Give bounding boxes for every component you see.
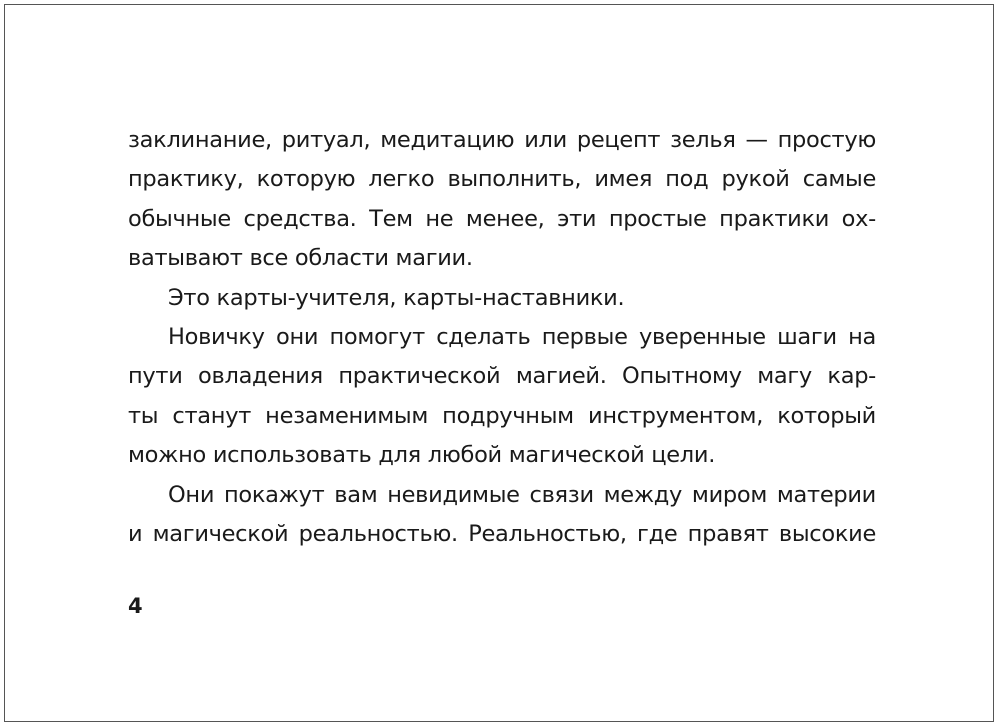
text-line: ты станут незаменимым подручным инструментом, который	[128, 402, 876, 429]
text-line: и магической реальностью. Реальностью, где правят высокие	[128, 520, 876, 547]
paragraph-first-line: Новичку они помогут сделать первые уверенные шаги на	[168, 323, 876, 350]
text-line: практику, которую легко выполнить, имея под рукой самые	[128, 166, 876, 193]
paragraph-first-line: Это карты-учителя, карты-наставники.	[168, 284, 625, 311]
text-line: заклинание, ритуал, медитацию или рецепт зелья — простую	[128, 127, 876, 153]
page-body-text	[128, 121, 876, 554]
text-line: ватывают все области магии.	[128, 245, 473, 272]
page-number: 4	[128, 594, 143, 618]
book-page	[4, 4, 994, 722]
paragraph-first-line: Они покажут вам невидимые связи между миром материи	[168, 481, 876, 508]
text-line: обычные средства. Тем не менее, эти простые практики ох-	[128, 205, 876, 232]
text-line: пути овладения практической магией. Опытному магу кар-	[128, 363, 876, 390]
text-line: можно использовать для любой магической цели.	[128, 442, 716, 469]
